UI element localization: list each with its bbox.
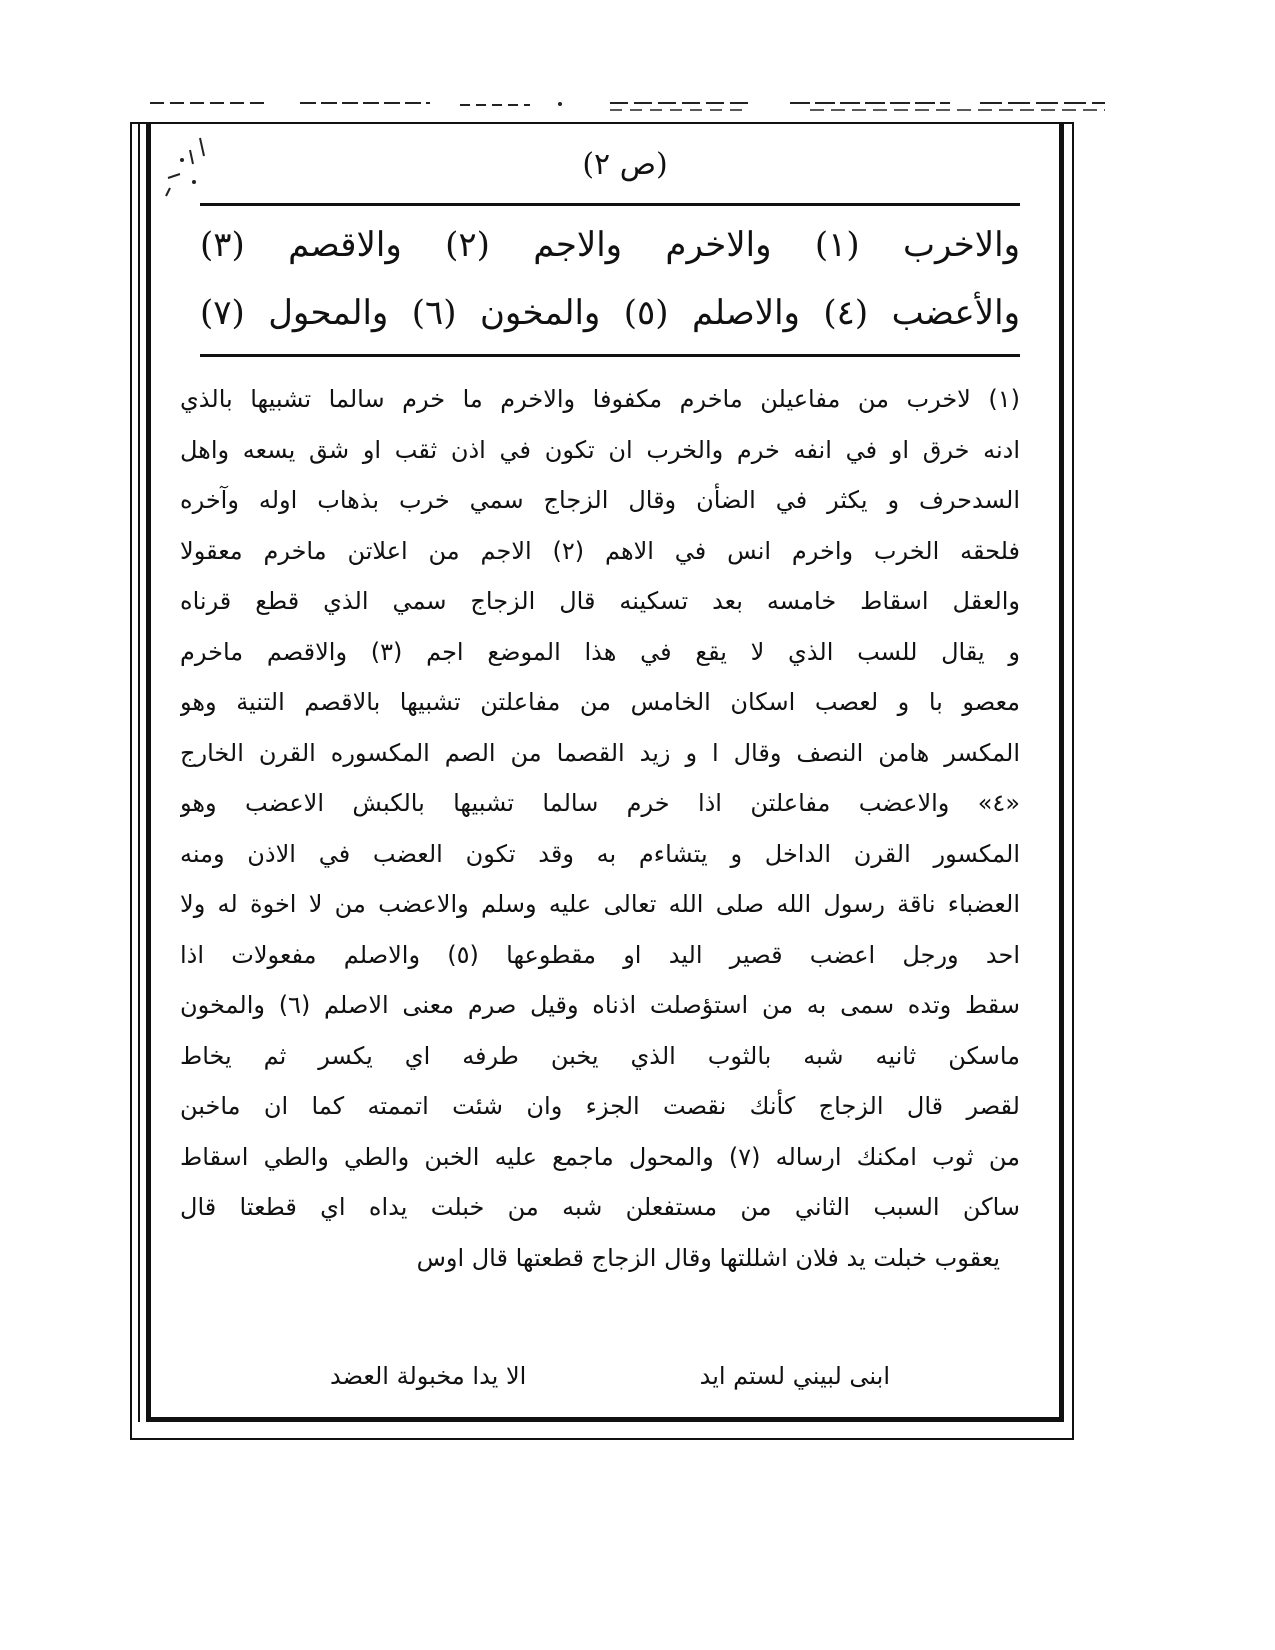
body-line: و يقال للسب الذي لا يقع في هذا الموضع اجم (٣) والاقصم ماخرم [180, 637, 1020, 666]
verse-second-hemistich: الا يدا مخبولة العضد [330, 1362, 527, 1390]
body-line: من ثوب امكنك ارساله (٧) والمحول ماجمع عليه الخبن والطي والطي اسقاط [180, 1142, 1020, 1171]
page-frame-left-rule [138, 122, 140, 1422]
body-line: السدحرف و يكثر في الضأن وقال الزجاج سمي خرب بذهاب اوله وآخره [180, 486, 1020, 514]
body-line: العضباء ناقة رسول الله صلى الله تعالى عليه وسلم والاعضب من لا اخوة له ولا [180, 890, 1020, 918]
commentary-body [180, 374, 1020, 1283]
page-number: (ص ٢) [582, 147, 668, 182]
header-line: والاخرب (١) والاخرم والاجم (٢) والاقصم (٣) [200, 225, 1020, 265]
verse-first-hemistich: ابنى لبيني لستم ايد [699, 1362, 890, 1390]
body-line: ساكن السبب الثاني من مستفعلن شبه من خبلت يداه اي قطعتا قال [180, 1193, 1020, 1221]
body-line: فلحقه الخرب واخرم انس في الاهم (٢) الاجم من اعلاتن ماخرم معقولا [180, 536, 1020, 565]
body-line: سقط وتده سمى به من استؤصلت اذناه وقيل صرم معنى الاصلم (٦) والمخون [180, 991, 1020, 1019]
body-line: ماسكن ثانيه شبه بالثوب الذي يخبن طرفه اي يكسر ثم يخاط [180, 1041, 1020, 1070]
body-line: ادنه خرق او في انفه خرم والخرب ان تكون في اذن ثقب او شق يسعه واهل [180, 435, 1020, 464]
margin-annotation-mark [160, 130, 220, 200]
body-line: لقصر قال الزجاج كأنك نقصت الجزء وان شئت اتممته كما ان ماخبن [180, 1092, 1020, 1120]
closing-verse [330, 1356, 890, 1396]
header-bottom-rule [200, 354, 1020, 357]
body-line: والعقل اسقاط خامسه بعد تسكينه قال الزجاج سمي الذي قطع قرناه [180, 587, 1020, 615]
header-verse-block [200, 212, 1020, 348]
body-line: المكسور القرن الداخل و يتشاءم به وقد تكون العضب في الاذن ومنه [180, 839, 1020, 868]
body-line: يعقوب خبلت يد فلان اشللتها وقال الزجاج قطعتها قال اوس [416, 1243, 1000, 1272]
body-line: معصو با و لعصب اسكان الخامس من مفاعلتن تشبيها بالاقصم التنية وهو [180, 688, 1020, 716]
header-line: والأعضب (٤) والاصلم (٥) والمخون (٦) والمحول (٧) [200, 293, 1020, 333]
body-line: (١) لاخرب من مفاعيلن ماخرم مكفوفا والاخرم ما خرم سالما تشبيها بالذي [180, 385, 1020, 413]
top-margin-marks [150, 100, 1110, 112]
header-top-rule [200, 203, 1020, 206]
body-line: المكسر هامن النصف وقال ا و زيد القصما من الصم المكسوره القرن الخارج [180, 738, 1020, 767]
body-line: احد ورجل اعضب قصير اليد او مقطوعها (٥) والاصلم مفعولات اذا [180, 940, 1020, 969]
body-line: «٤» والاعضب مفاعلتن اذا خرم سالما تشبيها بالكبش الاعضب وهو [180, 789, 1020, 817]
